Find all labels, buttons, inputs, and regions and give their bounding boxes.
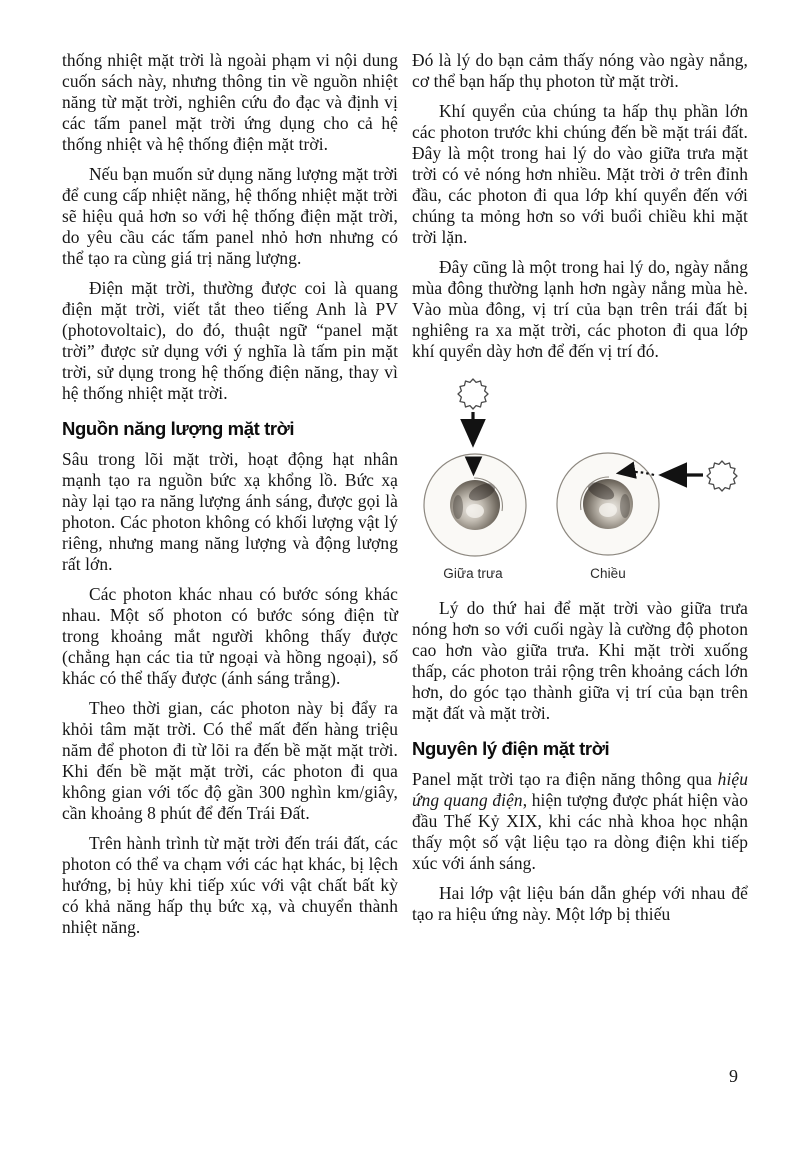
sun-icon xyxy=(707,461,737,491)
figure-label-afternoon: Chiều xyxy=(590,566,626,581)
earth-atmosphere-icon xyxy=(424,454,526,556)
italic-term: hiệu ứng quang điện xyxy=(412,769,748,810)
paragraph: Đó là lý do bạn cảm thấy nóng vào ngày nắng, cơ thể bạn hấp thụ photon từ mặt trời. xyxy=(412,50,748,91)
paragraph: Điện mặt trời, thường được coi là quang điện mặt trời, viết tắt theo tiếng Anh là PV (photovoltaic), do đó, thuật ngữ “panel mặt trời” được sử dụng với ý nghĩa là tấm pin mặt trời, sử dụng trong hệ thống điện năng, thay vì hệ thống nhiệt mặt trời. xyxy=(62,278,398,403)
paragraph-text: , hiện tượng được phát hiện vào đầu Thế Kỷ XIX, khi các nhà khoa học nhận thấy một số vật liệu tạo ra dòng điện khi tiếp xúc với ánh sáng. xyxy=(412,790,748,873)
paragraph: Lý do thứ hai để mặt trời vào giữa trưa nóng hơn so với cuối ngày là cường độ photon cao hơn vào giữa trưa. Khi mặt trời xuống thấp, các photon trải rộng trên khoảng cách lớn hơn, do góc tạo thành giữa vị trí của bạn trên mặt đất và mặt trời. xyxy=(412,598,748,723)
section-heading-pv-principle: Nguyên lý điện mặt trời xyxy=(412,738,610,759)
paragraph: Trên hành trình từ mặt trời đến trái đất, các photon có thể va chạm với các hạt khác, bị lệch hướng, bị hủy khi tiếp xúc với vật chất bất kỳ có khả năng hấp thụ bức xạ, và chuyển thành nhiệt năng. xyxy=(62,833,398,937)
page-number: 9 xyxy=(729,1066,738,1086)
afternoon-diagram xyxy=(557,453,737,581)
two-column-text xyxy=(62,50,748,947)
paragraph: Đây cũng là một trong hai lý do, ngày nắng mùa đông thường lạnh hơn ngày nắng mùa hè. Vào mùa đông, vị trí của bạn trên trái đất bị nghiêng ra xa mặt trời, các photon đi qua lớp khí quyển dày hơn để đến vị trí đó. xyxy=(412,257,748,361)
paragraph: Sâu trong lõi mặt trời, hoạt động hạt nhân mạnh tạo ra nguồn bức xạ khổng lồ. Bức xạ này lại tạo ra năng lượng ánh sáng, được gọi là photon. Các photon không có khối lượng vật lý riêng, nhưng mang năng lượng và động lượng rất lớn. xyxy=(62,449,398,574)
noon-diagram xyxy=(424,379,526,581)
noon-afternoon-figure xyxy=(412,371,748,586)
section-heading-energy-source: Nguồn năng lượng mặt trời xyxy=(62,418,295,439)
paragraph: Nếu bạn muốn sử dụng năng lượng mặt trời để cung cấp nhiệt năng, hệ thống nhiệt mặt trời sẽ hiệu quả hơn so với hệ thống điện mặt trời, do yêu cầu các tấm panel nhỏ hơn nhưng có thể tạo ra cùng giá trị năng lượng. xyxy=(62,164,398,268)
paragraph: thống nhiệt mặt trời là ngoài phạm vi nội dung cuốn sách này, nhưng thông tin về nguồn nhiệt năng từ mặt trời, nghiên cứu đo đạc và định vị các tấm panel mặt trời ứng dụng cho cả hệ thống nhiệt và hệ thống điện mặt trời. xyxy=(62,50,398,154)
right-column xyxy=(412,50,748,947)
left-column xyxy=(62,50,398,947)
figure-label-noon: Giữa trưa xyxy=(443,566,503,581)
earth-atmosphere-icon xyxy=(557,453,659,555)
paragraph xyxy=(412,769,748,874)
paragraph: Theo thời gian, các photon này bị đẩy ra khỏi tâm mặt trời. Có thể mất đến hàng triệu năm để photon đi từ lõi ra đến bề mặt mặt trời. Khi đến bề mặt mặt trời, các photon đi qua không gian với tốc độ gần 300 nghìn km/giây, cần khoảng 8 phút để đến Trái Đất. xyxy=(62,698,398,823)
paragraph-text: Panel mặt trời tạo ra điện năng thông qua xyxy=(412,769,718,789)
sun-icon xyxy=(458,379,488,409)
paragraph: Khí quyển của chúng ta hấp thụ phần lớn các photon trước khi chúng đến bề mặt trái đất. Đây là một trong hai lý do vào giữa trưa mặt trời có vẻ nóng hơn nhiều. Mặt trời ở trên đỉnh đầu, các photon đi qua lớp khí quyển đến với chúng ta mỏng hơn so với buổi chiều khi mặt trời lặn. xyxy=(412,101,748,247)
paragraph: Hai lớp vật liệu bán dẫn ghép với nhau để tạo ra hiệu ứng này. Một lớp bị thiếu xyxy=(412,883,748,924)
paragraph: Các photon khác nhau có bước sóng khác nhau. Một số photon có bước sóng điện từ trong khoảng mắt người không thấy được (chẳng hạn các tia tử ngoại và hồng ngoại), số khác có thể thấy được (ánh sáng trắng). xyxy=(62,584,398,688)
